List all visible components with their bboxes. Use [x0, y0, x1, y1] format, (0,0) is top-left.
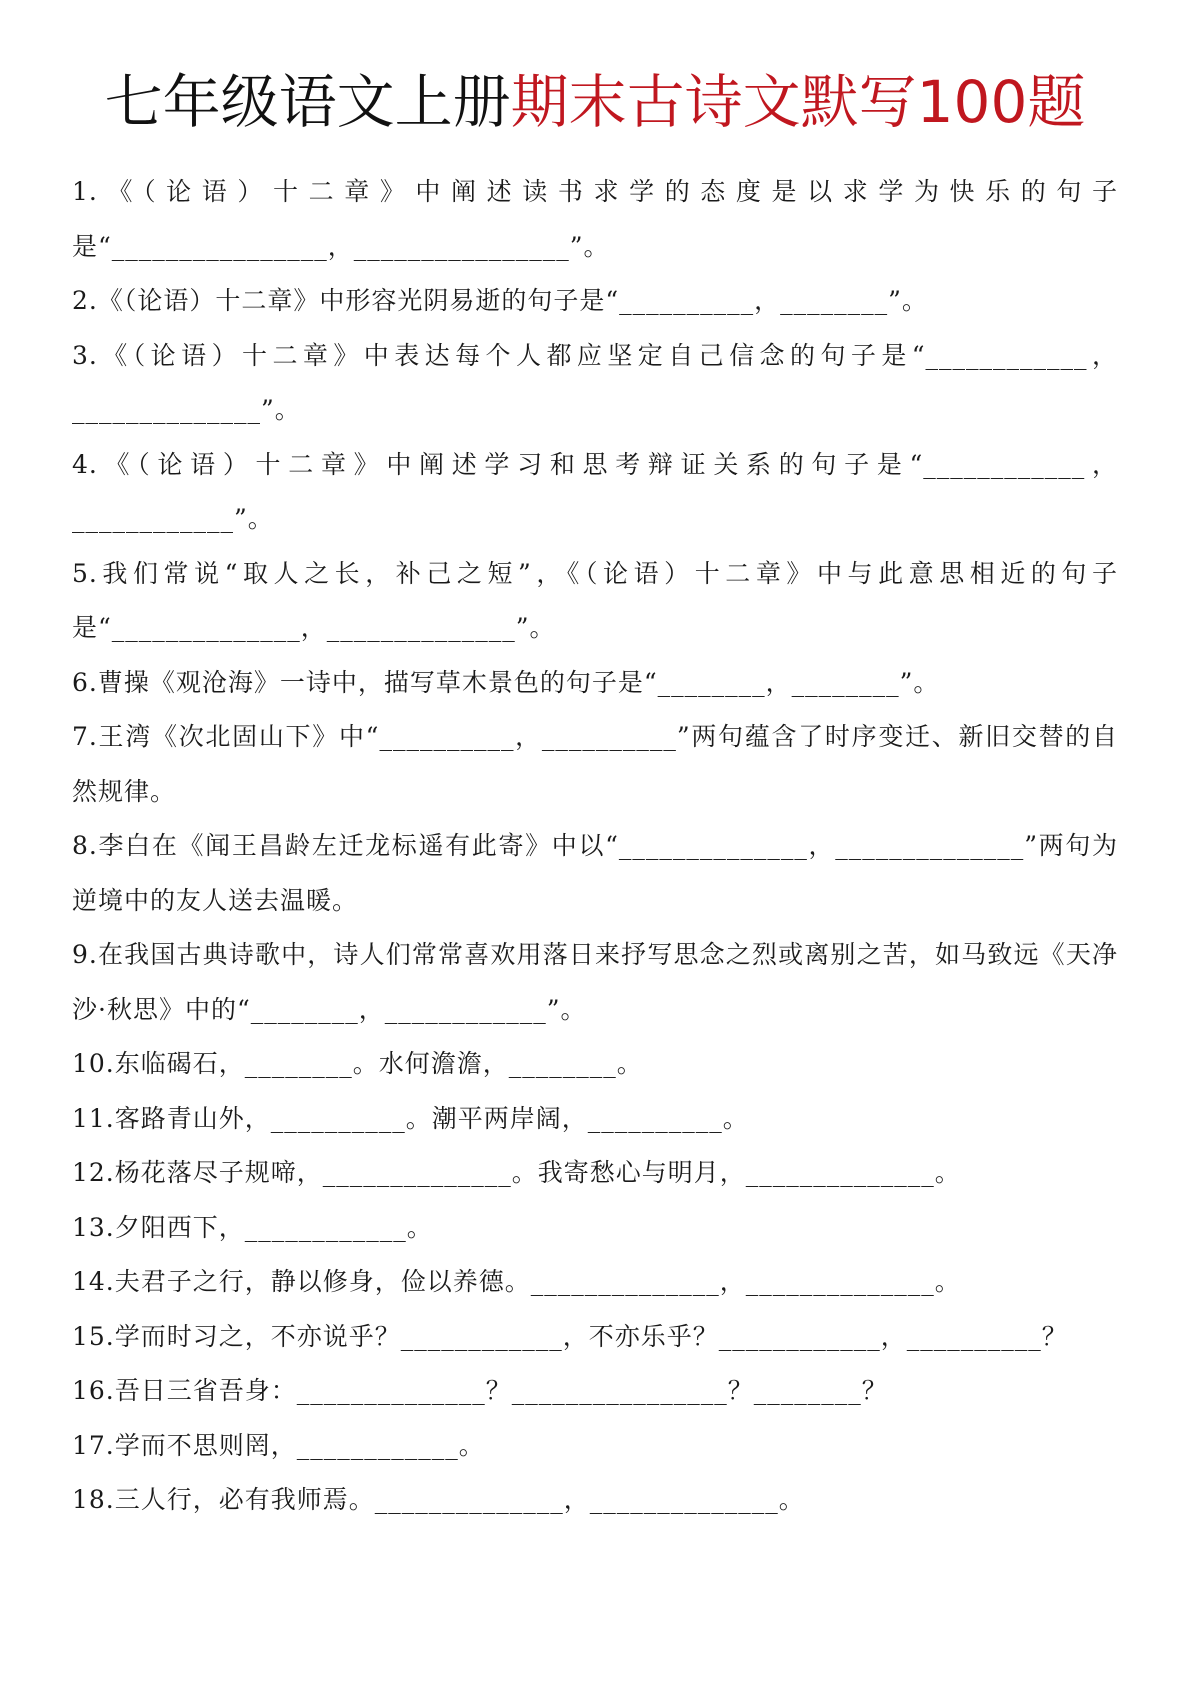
- title-black-part: 七年级语文上册: [104, 68, 511, 136]
- question-item: 2.《（论语）十二章》中形容光阴易逝的句子是“__________，________”。: [72, 286, 928, 315]
- question-item: 6.曹操《观沧海》一诗中，描写草木景色的句子是“________，________”。: [72, 667, 940, 697]
- question-item: 1.《（论语）十二章》中阐述读书求学的态度是以求学为快乐的句子是“________________，________________”。: [72, 177, 1118, 261]
- question-item: 7.王湾《次北固山下》中“__________，__________”两句蕴含了时序变迁、新旧交替的自然规律。: [72, 722, 1118, 806]
- page-title: [0, 62, 1190, 142]
- question-item: 14.夫君子之行，静以修身，俭以养德。______________，______________。: [72, 1267, 961, 1296]
- question-item: 5.我们常说“取人之长，补己之短”，《（论语）十二章》中与此意思相近的句子是“______________，______________”。: [72, 558, 1118, 642]
- question-item: 10.东临碣石，________。水何澹澹，________。: [72, 1049, 643, 1078]
- question-item: 15.学而时习之，不亦说乎？____________，不亦乐乎？____________，__________？: [72, 1321, 1068, 1351]
- question-item: 12.杨花落尽子规啼，______________。我寄愁心与明月，______________。: [72, 1158, 961, 1187]
- question-item: 3.《（论语）十二章》中表达每个人都应坚定自己信念的句子是“____________，______________”。: [72, 340, 1118, 424]
- question-item: 16.吾日三省吾身：______________？________________？________？: [72, 1376, 888, 1405]
- question-item: 18.三人行，必有我师焉。______________，______________。: [72, 1485, 805, 1514]
- question-item: 17.学而不思则罔，____________。: [72, 1430, 485, 1460]
- question-item: 13.夕阳西下，____________。: [72, 1212, 433, 1242]
- question-item: 4.《（论语）十二章》中阐述学习和思考辩证关系的句子是“____________，____________”。: [72, 449, 1118, 533]
- question-list: [72, 165, 1118, 1528]
- question-item: 9.在我国古典诗歌中，诗人们常常喜欢用落日来抒写思念之烈或离别之苦，如马致远《天净沙·秋思》中的“________，____________”。: [72, 940, 1118, 1024]
- question-item: 8.李白在《闻王昌龄左迁龙标遥有此寄》中以“______________，______________”两句为逆境中的友人送去温暖。: [72, 831, 1118, 915]
- question-item: 11.客路青山外，__________。潮平两岸阔，__________。: [72, 1103, 749, 1133]
- title-red-part: 期末古诗文默写100题: [510, 68, 1086, 136]
